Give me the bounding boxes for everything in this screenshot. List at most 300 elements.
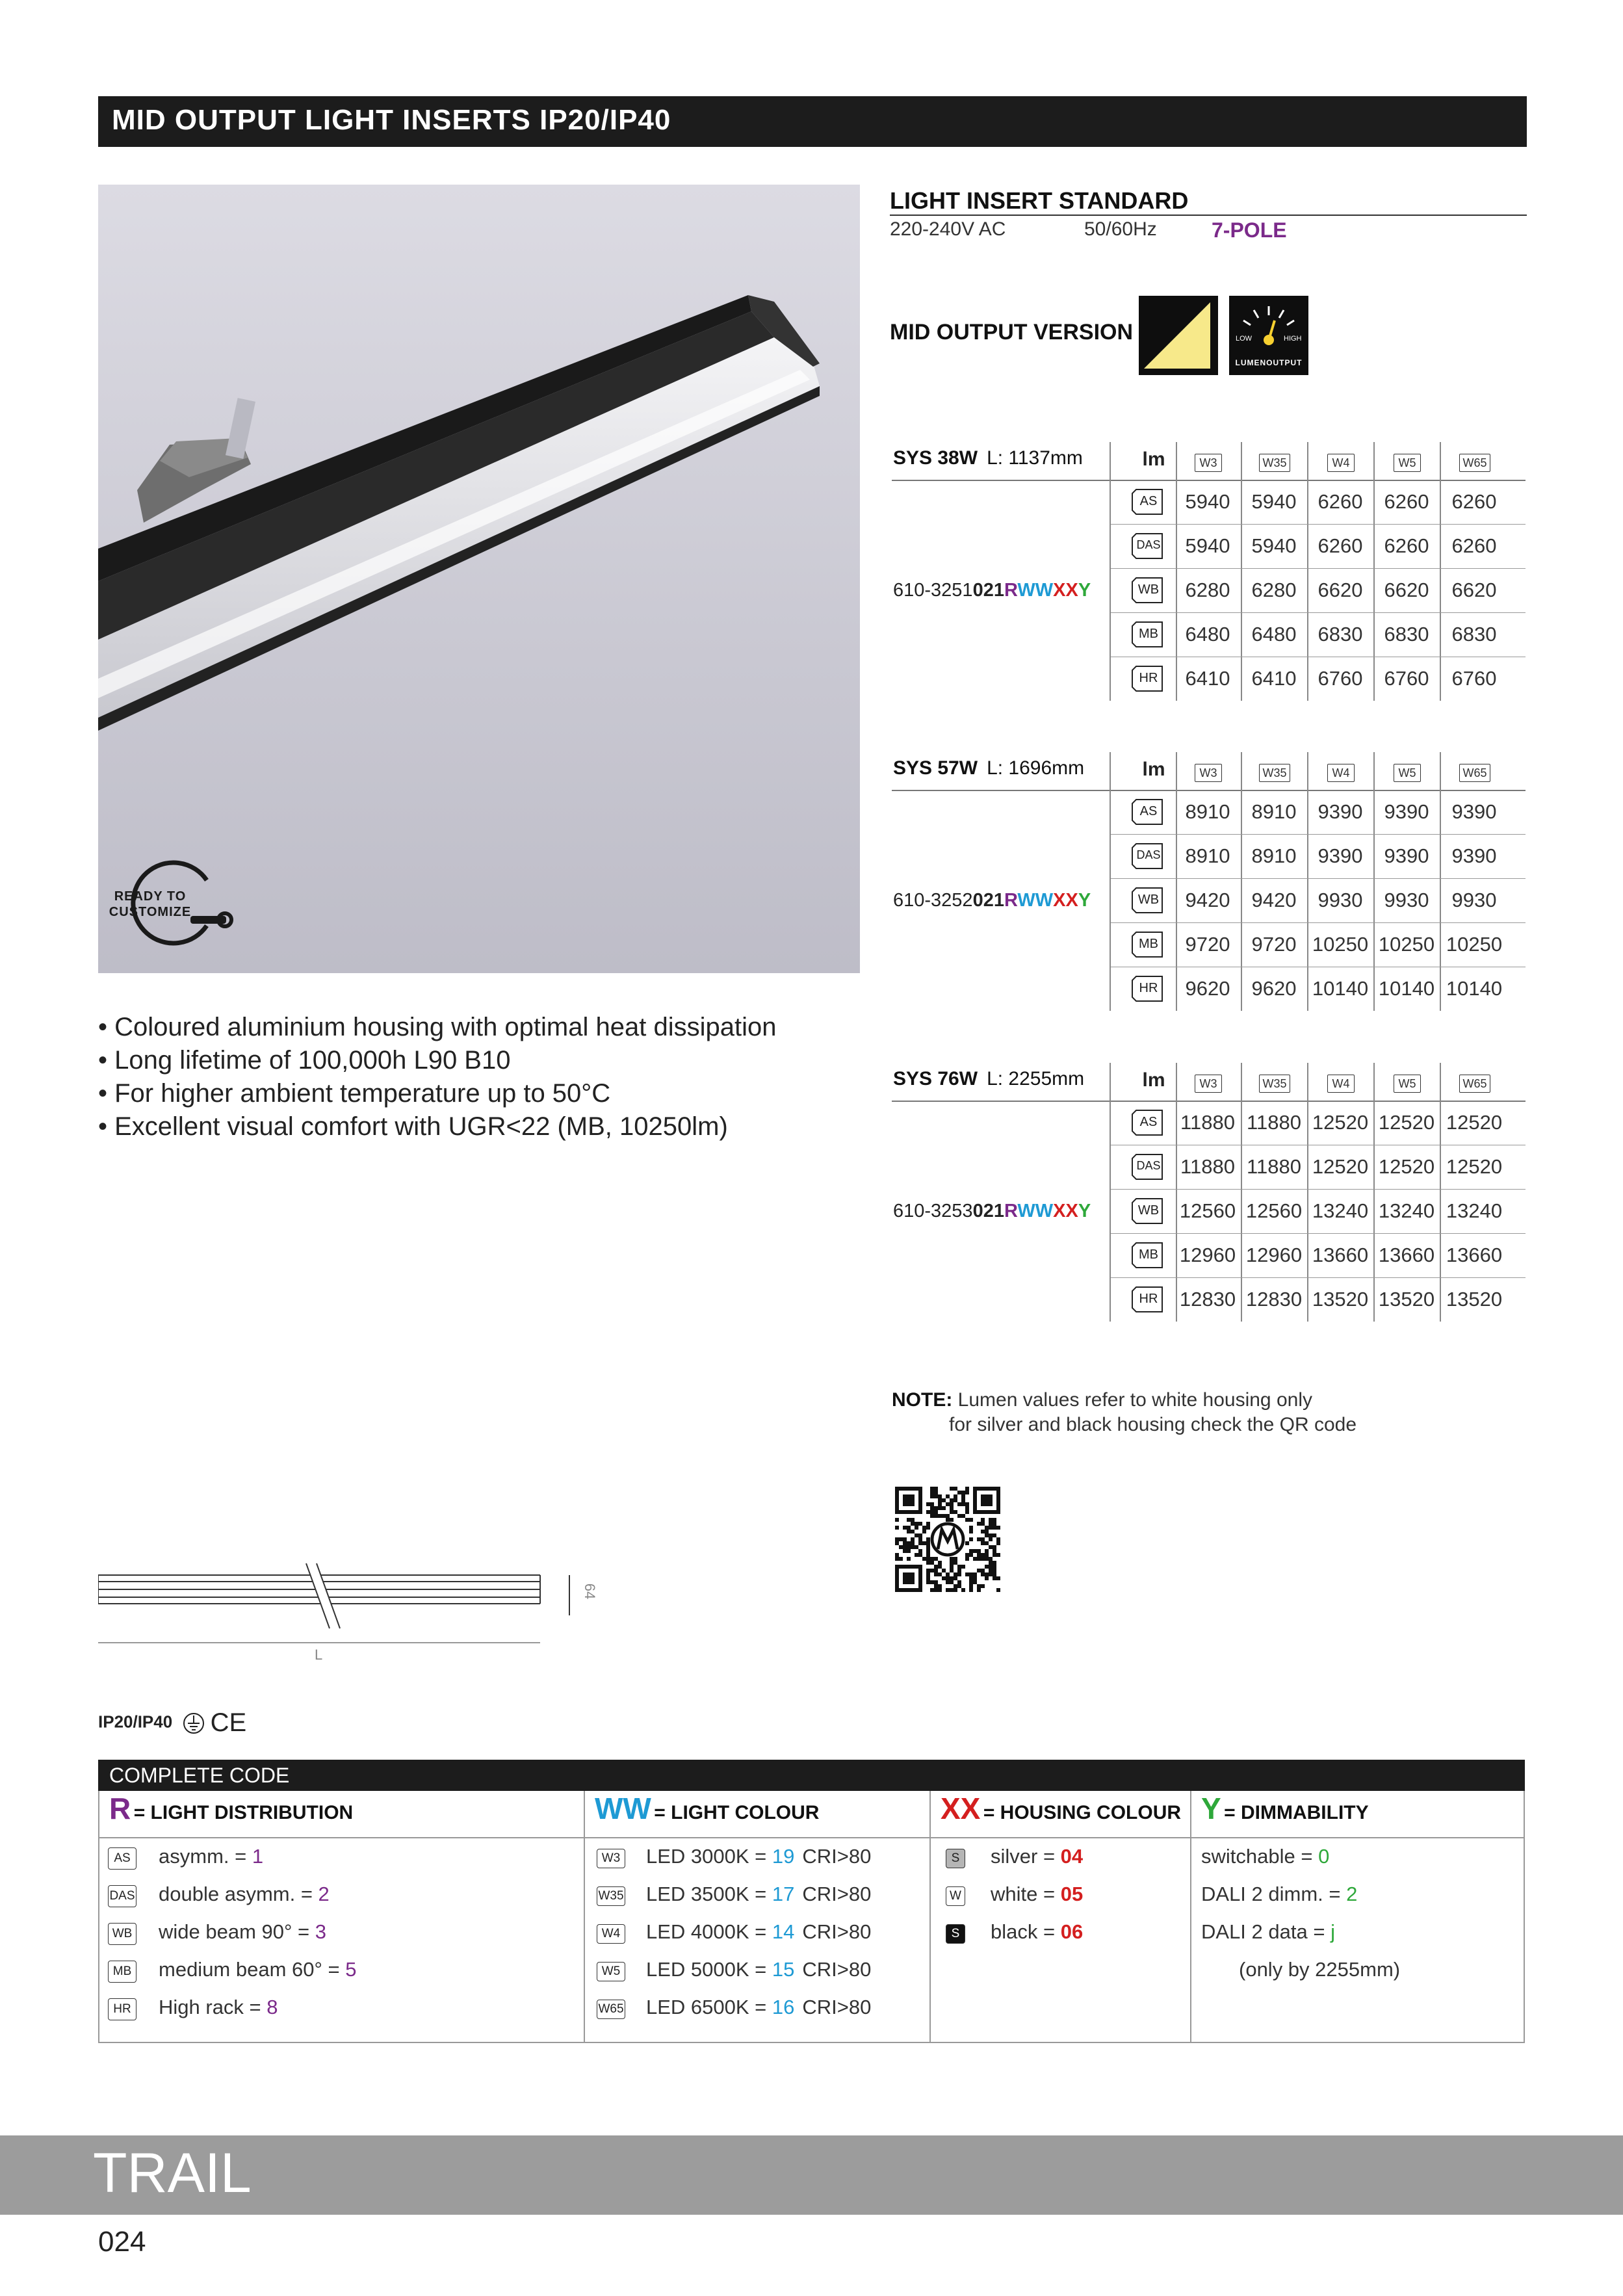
distribution-badge-das <box>1131 1153 1165 1181</box>
lumen-value: 9390 <box>1451 844 1497 867</box>
lumen-value: 6260 <box>1318 534 1363 557</box>
lumen-value: 12830 <box>1179 1288 1236 1311</box>
lumen-value: 12520 <box>1446 1111 1503 1134</box>
column-divider <box>1176 752 1177 1011</box>
option-value: 15 <box>772 1958 795 1981</box>
lumen-value: 6410 <box>1185 667 1230 690</box>
code-part-fixed: 021 <box>972 580 1004 601</box>
distribution-badge-mb <box>1131 931 1165 958</box>
lumen-value: 8910 <box>1185 844 1230 867</box>
housing-option <box>991 1845 1083 1868</box>
page-number: 024 <box>98 2226 146 2258</box>
distribution-badge-as <box>1131 488 1165 515</box>
lumen-value: 9930 <box>1451 889 1497 911</box>
code-part-xx: XX <box>1053 890 1078 911</box>
distribution-label: HR <box>1139 671 1158 685</box>
lumen-value: 12960 <box>1179 1244 1236 1266</box>
lumen-value: 9620 <box>1251 977 1297 1000</box>
option-value: 8 <box>266 1996 278 2018</box>
distribution-badge: MB <box>108 1961 136 1983</box>
row-divider <box>1111 568 1526 569</box>
option-text: LED 4000K = <box>646 1920 772 1943</box>
distribution-label: MB <box>1139 937 1158 951</box>
divider <box>890 215 1527 216</box>
distribution-option <box>159 1845 263 1868</box>
option-text: High rack = <box>159 1996 267 2018</box>
code-part-ww: WW <box>1017 580 1054 601</box>
code-part-r: R <box>1004 890 1018 911</box>
code-letter: R <box>109 1792 131 1825</box>
lumen-value: 9720 <box>1251 933 1297 956</box>
code-letter: WW <box>595 1792 651 1825</box>
code-part-r: R <box>1004 580 1018 601</box>
lumen-value: 6260 <box>1451 534 1497 557</box>
lumen-table <box>892 1063 1526 1322</box>
lumen-value: 9390 <box>1318 800 1363 823</box>
lumen-header: lm <box>1142 1069 1165 1091</box>
distribution-badge-mb <box>1131 621 1165 648</box>
option-value: 16 <box>772 1996 795 2018</box>
colour-badge-w5: W5 <box>1394 764 1421 782</box>
column-divider <box>1373 1063 1375 1322</box>
height-dimension: 64 <box>582 1583 599 1600</box>
option-cri: CRI>80 <box>802 1996 872 2018</box>
code-part-prefix: 610-3252 <box>893 890 973 911</box>
colour-badge-w3: W3 <box>1195 1075 1222 1093</box>
distribution-label: MB <box>1139 1247 1158 1262</box>
column-divider <box>1110 752 1111 1011</box>
distribution-badge-hr <box>1131 975 1165 1002</box>
code-part-ww: WW <box>1017 890 1054 911</box>
lumen-value: 12520 <box>1312 1155 1369 1178</box>
column-divider <box>1373 752 1375 1011</box>
note <box>892 1388 1357 1437</box>
dimming-option <box>1201 1845 1329 1868</box>
frequency: 50/60Hz <box>1084 218 1157 240</box>
option-text: medium beam 60° = <box>159 1958 346 1981</box>
lumen-value: 6620 <box>1384 579 1429 601</box>
distribution-label: MB <box>1139 627 1158 641</box>
colour-option <box>646 1883 871 1906</box>
product-photo <box>98 185 860 973</box>
qr-code[interactable] <box>895 1487 1000 1592</box>
lumen-value: 11880 <box>1180 1155 1235 1178</box>
distribution-option <box>159 1883 330 1906</box>
colour-badge: W4 <box>597 1924 625 1944</box>
code-label: = LIGHT DISTRIBUTION <box>133 1802 354 1823</box>
customize-badge-text <box>98 889 202 920</box>
distribution-badge-hr <box>1131 665 1165 692</box>
column-divider <box>1307 1063 1308 1322</box>
lumen-low-label: LOW <box>1236 335 1253 343</box>
distribution-badge-wb <box>1131 577 1165 604</box>
code-part-fixed: 021 <box>972 1201 1004 1221</box>
row-divider <box>1111 1189 1526 1190</box>
lumen-value: 10250 <box>1446 933 1503 956</box>
system-length: L: 1696mm <box>987 757 1085 779</box>
option-text: wide beam 90° = <box>159 1920 315 1943</box>
column-divider <box>1440 752 1441 1011</box>
distribution-badge: AS <box>108 1847 136 1870</box>
option-text: LED 5000K = <box>646 1958 772 1981</box>
lumen-value: 13520 <box>1446 1288 1503 1311</box>
column-divider <box>1440 442 1441 701</box>
version-label: MID OUTPUT VERSION <box>890 320 1134 345</box>
lumen-value: 12520 <box>1446 1155 1503 1178</box>
distribution-option <box>159 1996 278 2019</box>
colour-badge-w4: W4 <box>1327 1075 1355 1093</box>
badge-line-2: CUSTOMIZE <box>109 905 192 919</box>
lumen-value: 13660 <box>1446 1244 1503 1266</box>
lumen-value: 6830 <box>1384 623 1429 646</box>
lumen-table <box>892 442 1526 701</box>
colour-option <box>646 1996 871 2019</box>
code-part-y: Y <box>1078 1201 1091 1221</box>
feature-item: • Long lifetime of 100,000h L90 B10 <box>98 1046 511 1075</box>
colour-badge-w65: W65 <box>1459 764 1490 782</box>
colour-badge: W3 <box>597 1849 625 1868</box>
row-divider <box>1111 612 1526 613</box>
option-value: j <box>1331 1920 1335 1943</box>
code-part-xx: XX <box>1053 1201 1078 1221</box>
code-part-prefix: 610-3253 <box>893 1201 973 1221</box>
option-text: LED 3500K = <box>646 1883 772 1905</box>
lumen-value: 10250 <box>1378 933 1435 956</box>
option-text: black = <box>991 1920 1061 1943</box>
dimming-option <box>1239 1958 1400 1981</box>
lumen-value: 5940 <box>1251 490 1297 513</box>
colour-badge-w65: W65 <box>1459 1075 1490 1093</box>
code-label: = LIGHT COLOUR <box>654 1802 820 1823</box>
lumen-value: 6260 <box>1451 490 1497 513</box>
lumen-value: 6620 <box>1318 579 1363 601</box>
lumen-value: 8910 <box>1251 800 1297 823</box>
option-value: 17 <box>772 1883 795 1905</box>
article-code <box>893 1201 1091 1222</box>
option-cri: CRI>80 <box>802 1883 872 1905</box>
column-divider <box>1307 442 1308 701</box>
lumen-value: 6260 <box>1384 490 1429 513</box>
colour-badge-w35: W35 <box>1259 764 1290 782</box>
distribution-label: WB <box>1137 1203 1160 1218</box>
lumen-value: 6480 <box>1251 623 1297 646</box>
feature-item: • For higher ambient temperature up to 50°C <box>98 1079 611 1108</box>
code-letter: Y <box>1201 1792 1221 1825</box>
lumen-value: 9390 <box>1384 800 1429 823</box>
ce-mark: CE <box>210 1708 247 1737</box>
mid-output-triangle-icon <box>1139 296 1218 375</box>
lumen-value: 9720 <box>1185 933 1230 956</box>
badge-line-1: READY TO <box>114 889 187 904</box>
colour-badge: W5 <box>597 1962 625 1981</box>
distribution-badge-as <box>1131 1109 1165 1136</box>
option-text: (only by 2255mm) <box>1239 1958 1401 1981</box>
column-divider <box>1307 752 1308 1011</box>
lumen-caption: LUMENOUTPUT <box>1235 358 1303 367</box>
system-length: L: 2255mm <box>987 1068 1085 1089</box>
lumen-value: 13240 <box>1312 1199 1369 1222</box>
colour-badge-w3: W3 <box>1195 764 1222 782</box>
column-divider <box>584 1791 585 2043</box>
option-value: 2 <box>1346 1883 1358 1905</box>
ground-icon <box>182 1712 205 1735</box>
code-part-ww: WW <box>1017 1201 1054 1221</box>
lumen-value: 8910 <box>1185 800 1230 823</box>
footer-title: TRAIL <box>93 2142 252 2204</box>
distribution-label: WB <box>1137 893 1160 907</box>
distribution-badge-wb <box>1131 887 1165 914</box>
housing-badge: W <box>946 1886 965 1906</box>
colour-badge-w65: W65 <box>1459 454 1490 472</box>
option-value: 1 <box>252 1845 264 1868</box>
lumen-value: 6830 <box>1318 623 1363 646</box>
option-text: silver = <box>991 1845 1061 1868</box>
lumen-value: 13240 <box>1446 1199 1503 1222</box>
option-text: DALI 2 data = <box>1201 1920 1331 1943</box>
certification <box>98 1708 246 1738</box>
dimming-option <box>1201 1920 1335 1944</box>
lumen-value: 13660 <box>1378 1244 1435 1266</box>
system-power: SYS 57W <box>893 757 978 779</box>
distribution-label: AS <box>1139 1115 1158 1129</box>
code-label: = HOUSING COLOUR <box>983 1802 1182 1823</box>
ip-rating: IP20/IP40 <box>98 1712 173 1732</box>
lumen-value: 6260 <box>1318 490 1363 513</box>
distribution-label: WB <box>1137 582 1160 597</box>
lumen-value: 12830 <box>1245 1288 1303 1311</box>
lumen-value: 9420 <box>1251 889 1297 911</box>
lumen-value: 12560 <box>1179 1199 1236 1222</box>
column-divider <box>1176 1063 1177 1322</box>
option-text: switchable = <box>1201 1845 1319 1868</box>
option-text: DALI 2 dimm. = <box>1201 1883 1347 1905</box>
colour-option <box>646 1845 871 1868</box>
technical-drawing <box>98 1557 599 1667</box>
lumen-table <box>892 752 1526 1011</box>
colour-badge-w35: W35 <box>1259 454 1290 472</box>
lumen-high-label: HIGH <box>1284 335 1302 343</box>
code-part-xx: XX <box>1053 580 1078 601</box>
system-length: L: 1137mm <box>987 447 1083 469</box>
option-cri: CRI>80 <box>802 1920 872 1943</box>
code-letter: XX <box>941 1792 981 1825</box>
lumen-value: 6760 <box>1318 667 1363 690</box>
option-text: white = <box>991 1883 1061 1905</box>
column-divider <box>1241 1063 1242 1322</box>
column-divider <box>1176 442 1177 701</box>
lumen-value: 12520 <box>1378 1155 1435 1178</box>
code-part-fixed: 021 <box>972 890 1004 911</box>
option-value: 3 <box>315 1920 326 1943</box>
code-part-y: Y <box>1078 890 1091 911</box>
row-divider <box>1111 1277 1526 1278</box>
standard-title: LIGHT INSERT STANDARD <box>890 187 1189 214</box>
lumen-value: 6760 <box>1384 667 1429 690</box>
code-label: = DIMMABILITY <box>1224 1802 1369 1823</box>
lumen-value: 6280 <box>1185 579 1230 601</box>
distribution-badge: HR <box>108 1998 136 2020</box>
voltage: 220-240V AC <box>890 218 1006 240</box>
system-label <box>893 1068 1084 1090</box>
lumen-value: 11880 <box>1247 1111 1301 1134</box>
row-divider <box>1111 922 1526 923</box>
lumen-header: lm <box>1142 449 1165 470</box>
lumen-value: 6620 <box>1451 579 1497 601</box>
column-divider <box>1190 1791 1191 2043</box>
distribution-badge-hr <box>1131 1286 1165 1313</box>
distribution-badge: DAS <box>108 1885 136 1907</box>
colour-badge-w4: W4 <box>1327 454 1355 472</box>
lumen-value: 6830 <box>1451 623 1497 646</box>
option-value: 5 <box>345 1958 357 1981</box>
row-divider <box>1111 878 1526 879</box>
code-part-r: R <box>1004 1201 1018 1221</box>
lumen-value: 6480 <box>1185 623 1230 646</box>
colour-badge: W65 <box>597 2000 625 2019</box>
distribution-label: AS <box>1139 494 1158 508</box>
distribution-label: HR <box>1139 1292 1158 1306</box>
lumen-value: 10140 <box>1312 977 1369 1000</box>
option-text: LED 6500K = <box>646 1996 772 2018</box>
colour-badge-w5: W5 <box>1394 1075 1421 1093</box>
row-divider <box>1111 1233 1526 1234</box>
lumen-value: 9620 <box>1185 977 1230 1000</box>
lumen-value: 6760 <box>1451 667 1497 690</box>
note-line: Lumen values refer to white housing only <box>957 1389 1312 1411</box>
distribution-option <box>159 1920 326 1944</box>
distribution-option <box>159 1958 356 1981</box>
option-cri: CRI>80 <box>802 1958 872 1981</box>
lumen-value: 6260 <box>1384 534 1429 557</box>
distribution-label: DAS <box>1136 1159 1161 1172</box>
note-label: NOTE: <box>892 1389 953 1411</box>
option-value: 14 <box>772 1920 795 1943</box>
option-value: 06 <box>1060 1920 1084 1943</box>
distribution-label: DAS <box>1136 848 1161 861</box>
colour-badge-w5: W5 <box>1394 454 1421 472</box>
colour-option <box>646 1920 871 1944</box>
column-divider <box>1241 752 1242 1011</box>
option-value: 0 <box>1318 1845 1330 1868</box>
distribution-badge-as <box>1131 798 1165 826</box>
housing-badge: S <box>946 1924 965 1944</box>
system-power: SYS 76W <box>893 1068 978 1089</box>
column-divider <box>1241 442 1242 701</box>
system-label <box>893 757 1084 779</box>
system-label <box>893 447 1083 469</box>
option-value: 19 <box>772 1845 795 1868</box>
option-text: LED 3000K = <box>646 1845 772 1868</box>
column-divider <box>929 1791 931 2043</box>
article-code <box>893 890 1091 911</box>
row-divider <box>1111 524 1526 525</box>
distribution-badge-das <box>1131 842 1165 870</box>
lumen-value: 12520 <box>1378 1111 1435 1134</box>
option-value: 2 <box>318 1883 330 1905</box>
pole-count: 7-POLE <box>1212 218 1287 242</box>
colour-option <box>646 1958 871 1981</box>
lumen-value: 13240 <box>1378 1199 1435 1222</box>
lumen-value: 12520 <box>1312 1111 1369 1134</box>
colour-badge-w35: W35 <box>1259 1075 1290 1093</box>
lumen-value: 9390 <box>1384 844 1429 867</box>
distribution-badge-mb <box>1131 1242 1165 1269</box>
lumen-value: 13520 <box>1378 1288 1435 1311</box>
lumen-value: 9930 <box>1318 889 1363 911</box>
lumen-value: 10140 <box>1446 977 1503 1000</box>
lumen-value: 12960 <box>1245 1244 1303 1266</box>
column-divider <box>1110 1063 1111 1322</box>
colour-badge-w4: W4 <box>1327 764 1355 782</box>
lumen-value: 9390 <box>1318 844 1363 867</box>
lumen-header: lm <box>1142 759 1165 780</box>
distribution-badge-das <box>1131 532 1165 560</box>
distribution-label: HR <box>1139 981 1158 995</box>
code-part-prefix: 610-3251 <box>893 580 973 601</box>
housing-option <box>991 1920 1083 1944</box>
system-power: SYS 38W <box>893 447 978 469</box>
column-divider <box>1110 442 1111 701</box>
complete-code-header <box>98 1760 1525 1791</box>
lumen-value: 11880 <box>1180 1111 1235 1134</box>
code-col-dimming <box>1201 1791 1369 1833</box>
column-divider <box>1373 442 1375 701</box>
column-header-divider <box>98 1837 1525 1838</box>
lumen-value: 9930 <box>1384 889 1429 911</box>
note-line: for silver and black housing check the QR code <box>949 1414 1357 1435</box>
lumen-value: 11880 <box>1247 1155 1301 1178</box>
option-text: double asymm. = <box>159 1883 318 1905</box>
complete-code-title: COMPLETE CODE <box>109 1764 290 1787</box>
lumen-value: 6410 <box>1251 667 1297 690</box>
feature-item: • Coloured aluminium housing with optimal heat dissipation <box>98 1013 777 1041</box>
page-title: MID OUTPUT LIGHT INSERTS IP20/IP40 <box>112 104 671 136</box>
dimming-option <box>1201 1883 1357 1906</box>
distribution-label: DAS <box>1136 538 1161 551</box>
lumen-output-icon <box>1229 296 1308 375</box>
distribution-badge-wb <box>1131 1197 1165 1225</box>
length-dimension: L <box>315 1647 323 1663</box>
lumen-value: 12560 <box>1245 1199 1303 1222</box>
lumen-value: 5940 <box>1185 490 1230 513</box>
lumen-value: 8910 <box>1251 844 1297 867</box>
option-value: 04 <box>1060 1845 1084 1868</box>
lumen-value: 13520 <box>1312 1288 1369 1311</box>
feature-list <box>98 1011 776 1143</box>
code-col-colour <box>595 1791 819 1833</box>
option-value: 05 <box>1060 1883 1084 1905</box>
lumen-value: 10140 <box>1378 977 1435 1000</box>
distribution-label: AS <box>1139 804 1158 818</box>
lumen-value: 9420 <box>1185 889 1230 911</box>
code-part-y: Y <box>1078 580 1091 601</box>
option-text: asymm. = <box>159 1845 252 1868</box>
row-divider <box>1111 834 1526 835</box>
code-col-housing <box>941 1791 1181 1833</box>
lumen-value: 6280 <box>1251 579 1297 601</box>
distribution-badge: WB <box>108 1923 136 1945</box>
housing-option <box>991 1883 1083 1906</box>
colour-badge-w3: W3 <box>1195 454 1222 472</box>
colour-badge: W35 <box>597 1886 625 1906</box>
code-col-distribution <box>109 1791 353 1833</box>
lumen-value: 5940 <box>1185 534 1230 557</box>
article-code <box>893 580 1091 601</box>
option-cri: CRI>80 <box>802 1845 872 1868</box>
housing-badge: S <box>946 1849 965 1868</box>
lumen-value: 10250 <box>1312 933 1369 956</box>
lumen-value: 5940 <box>1251 534 1297 557</box>
